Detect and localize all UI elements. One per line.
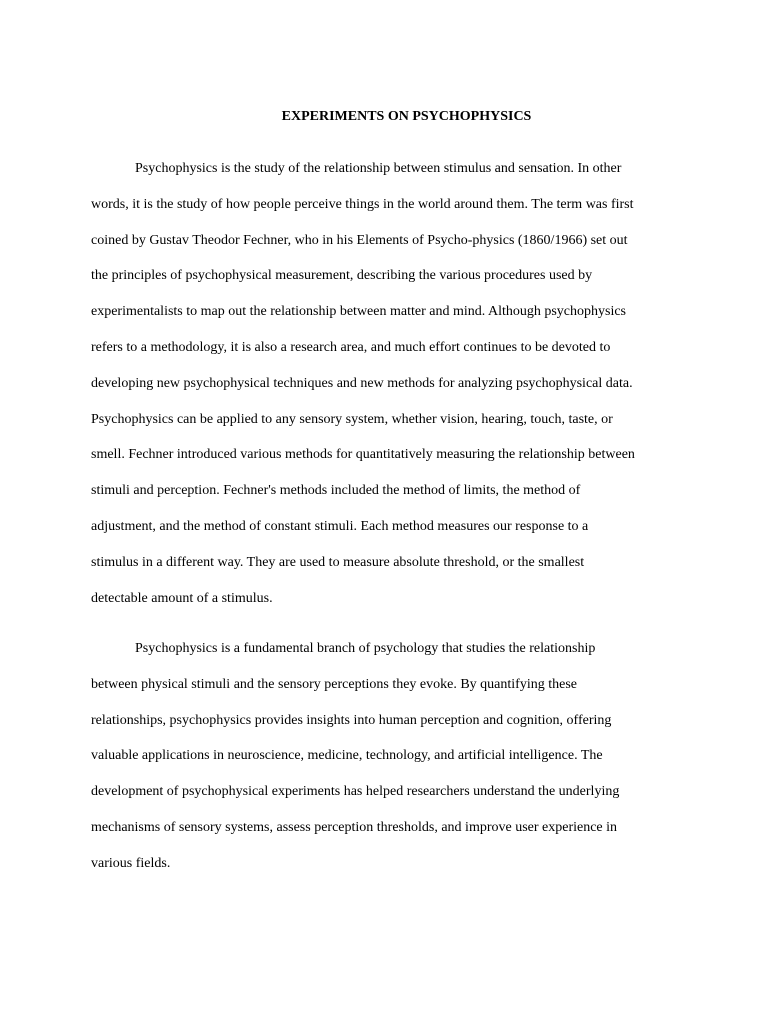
paragraph-line: coined by Gustav Theodor Fechner, who in his Elements of Psycho-physics (1860/1966) set out [91, 232, 628, 248]
paragraph-line: detectable amount of a stimulus. [91, 590, 273, 606]
paragraph-line: valuable applications in neuroscience, medicine, technology, and artificial intelligence. The [91, 748, 603, 764]
paragraph-line: various fields. [91, 855, 171, 871]
paragraph-line: Psychophysics is a fundamental branch of psychology that studies the relationship [135, 641, 596, 656]
paragraph-line: stimulus in a different way. They are used to measure absolute threshold, or the smallest [91, 554, 585, 570]
paragraph-line: Psychophysics is the study of the relationship between stimulus and sensation. In other [135, 161, 622, 176]
document-title: EXPERIMENTS ON PSYCHOPHYSICS [281, 109, 532, 124]
paragraph-line: between physical stimuli and the sensory perceptions they evoke. By quantifying these [91, 676, 577, 692]
paragraph-line: mechanisms of sensory systems, assess perception thresholds, and improve user experience in [91, 819, 618, 835]
paragraph-line: relationships, psychophysics provides insights into human perception and cognition, offering [91, 712, 612, 728]
paragraph-line: words, it is the study of how people perceive things in the world around them. The term was first [91, 196, 634, 212]
paragraph-line: adjustment, and the method of constant stimuli. Each method measures our response to a [91, 518, 589, 534]
paragraph-line: development of psychophysical experiments has helped researchers understand the underlying [91, 784, 620, 800]
paragraph-line: smell. Fechner introduced various methods for quantitatively measuring the relationship between [91, 447, 635, 463]
paragraph-line: developing new psychophysical techniques and new methods for analyzing psychophysical data. [91, 375, 633, 391]
paragraph-1 [91, 151, 681, 616]
paragraph-line: experimentalists to map out the relationship between matter and mind. Although psychophysics [91, 304, 627, 320]
paragraph-line: refers to a methodology, it is also a research area, and much effort continues to be devoted to [91, 339, 611, 355]
paragraph-line: Psychophysics can be applied to any sensory system, whether vision, hearing, touch, taste, or [91, 411, 613, 427]
paragraph-2 [91, 631, 681, 882]
paragraph-line: the principles of psychophysical measurement, describing the various procedures used by [91, 268, 593, 284]
paragraph-line: stimuli and perception. Fechner's methods included the method of limits, the method of [91, 483, 581, 499]
